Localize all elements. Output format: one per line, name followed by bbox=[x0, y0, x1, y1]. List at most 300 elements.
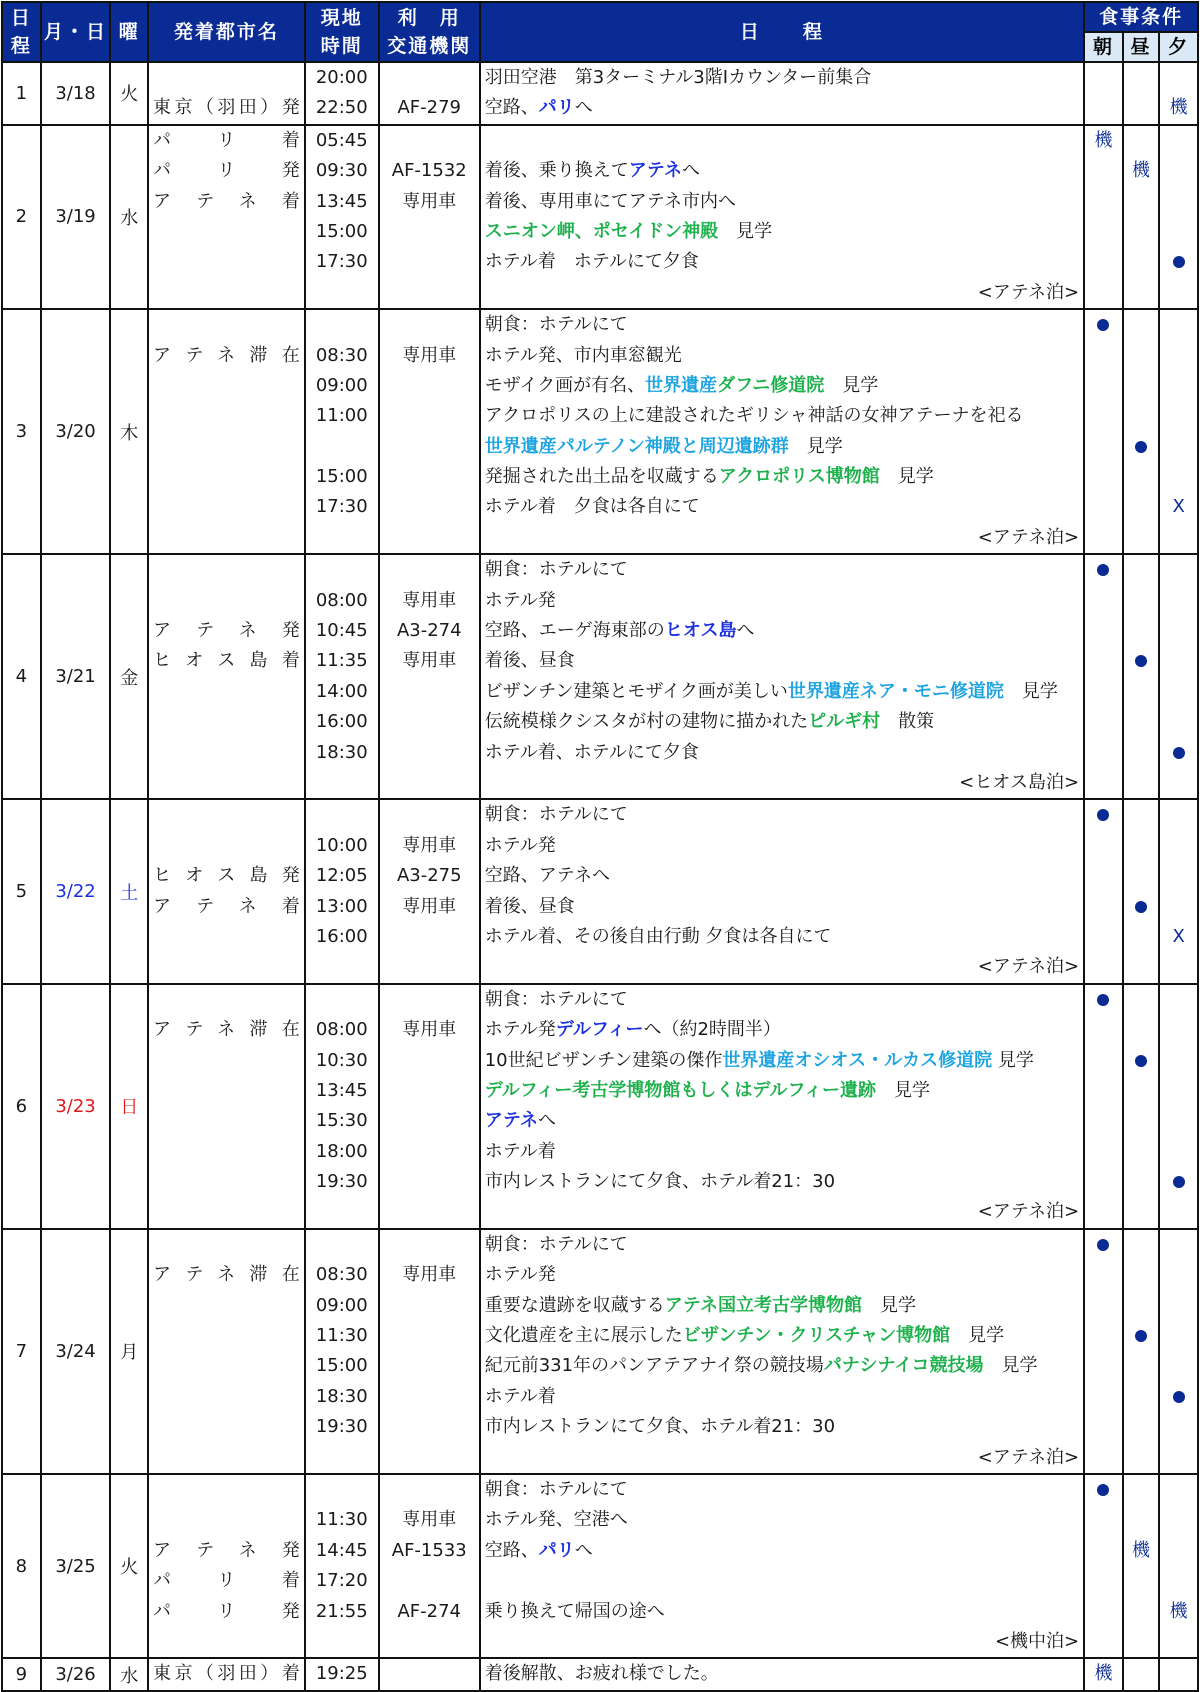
time-line: 18:30 bbox=[315, 741, 368, 763]
lunch-line bbox=[1124, 1443, 1159, 1473]
meal-included-icon bbox=[1124, 892, 1159, 922]
dinner-line bbox=[1160, 1443, 1197, 1473]
schedule-text: 見学 bbox=[718, 220, 773, 242]
itinerary-body bbox=[2, 62, 1198, 1691]
city-line bbox=[149, 247, 304, 277]
dinner-cell bbox=[1159, 1658, 1198, 1690]
day-weekday: 火 bbox=[110, 62, 148, 125]
dinner-line bbox=[1160, 985, 1197, 1015]
time-line: 08:00 bbox=[315, 589, 368, 611]
schedule-text: へ bbox=[574, 1539, 593, 1561]
schedule-text: 見学 bbox=[879, 466, 934, 488]
dinner-line bbox=[1160, 1076, 1197, 1106]
schedule-cell bbox=[480, 984, 1084, 1229]
overnight-label bbox=[481, 768, 1083, 798]
schedule-text: 発掘された出土品を収蔵する bbox=[484, 466, 719, 488]
day-row bbox=[2, 1474, 1198, 1658]
schedule-line bbox=[481, 1597, 1083, 1627]
transport-line bbox=[380, 63, 479, 93]
city-cell bbox=[148, 125, 305, 309]
day-number: 4 bbox=[2, 554, 41, 799]
schedule-text: <アテネ泊> bbox=[977, 956, 1080, 978]
city-line: パリ着 bbox=[152, 1570, 301, 1592]
transport-line: AF-279 bbox=[397, 97, 462, 119]
lunch-line bbox=[1124, 1291, 1159, 1321]
time-line: 10:00 bbox=[315, 834, 368, 856]
time-cell bbox=[305, 309, 379, 554]
schedule-line bbox=[481, 1536, 1083, 1566]
schedule-line bbox=[481, 677, 1083, 707]
city-line bbox=[149, 586, 304, 616]
breakfast-line bbox=[1085, 462, 1122, 492]
meal-dot-icon bbox=[1173, 747, 1185, 759]
city-line bbox=[149, 831, 304, 861]
lunch-line bbox=[1124, 341, 1159, 371]
schedule-text: 紀元前331年のパンアテアナイ祭の競技場 bbox=[484, 1355, 824, 1377]
time-line: 19:30 bbox=[315, 1416, 368, 1438]
time-line bbox=[306, 952, 378, 982]
day-date: 3/22 bbox=[41, 799, 111, 983]
lunch-line bbox=[1124, 831, 1159, 861]
transport-cell bbox=[379, 984, 480, 1229]
breakfast-line bbox=[1085, 922, 1122, 952]
lunch-line bbox=[1124, 247, 1159, 277]
time-cell bbox=[305, 125, 379, 309]
city-cell bbox=[148, 1658, 305, 1690]
schedule-text: 空路、 bbox=[484, 97, 539, 119]
dinner-line bbox=[1160, 126, 1197, 156]
schedule-text: 文化遺産を主に展示した bbox=[484, 1325, 683, 1347]
dinner-cell bbox=[1159, 984, 1198, 1229]
schedule-text: ホテル着 夕食は各自にて bbox=[484, 496, 700, 518]
lunch-line bbox=[1124, 1260, 1159, 1290]
breakfast-line bbox=[1085, 432, 1122, 462]
lunch-line bbox=[1124, 677, 1159, 707]
schedule-line bbox=[481, 1106, 1083, 1136]
day-number: 2 bbox=[2, 125, 41, 309]
schedule-line bbox=[481, 1566, 1083, 1596]
transport-line bbox=[380, 310, 479, 340]
schedule-text: <アテネ泊> bbox=[977, 281, 1080, 303]
breakfast-line bbox=[1085, 341, 1122, 371]
lunch-line bbox=[1124, 1106, 1159, 1136]
lunch-cell bbox=[1123, 125, 1160, 309]
city-line: アテネ滞在 bbox=[152, 1264, 301, 1286]
lunch-line bbox=[1124, 1597, 1159, 1627]
transport-line bbox=[380, 768, 479, 798]
schedule-line bbox=[481, 93, 1083, 123]
lunch-line bbox=[1124, 861, 1159, 891]
breakfast-line bbox=[1085, 586, 1122, 616]
time-line: 05:45 bbox=[315, 129, 368, 151]
transport-line: 専用車 bbox=[402, 589, 457, 611]
city-line bbox=[149, 1230, 304, 1260]
schedule-line bbox=[481, 1137, 1083, 1167]
meal-included-icon bbox=[1085, 985, 1122, 1015]
time-line bbox=[306, 768, 378, 798]
time-cell bbox=[305, 799, 379, 983]
schedule-text: 着後、乗り換えて bbox=[484, 160, 629, 182]
lunch-line bbox=[1124, 1566, 1159, 1596]
day-number: 3 bbox=[2, 309, 41, 554]
schedule-text: 伝統模様クシスタが村の建物に描かれた bbox=[484, 711, 809, 733]
transport-line bbox=[380, 1566, 479, 1596]
city-line bbox=[149, 1167, 304, 1197]
time-line: 17:30 bbox=[315, 496, 368, 518]
lunch-line bbox=[1124, 217, 1159, 247]
lunch-cell bbox=[1123, 62, 1160, 125]
lunch-line bbox=[1124, 1015, 1159, 1045]
transport-line bbox=[380, 247, 479, 277]
transport-line bbox=[380, 1627, 479, 1657]
dinner-line bbox=[1160, 1321, 1197, 1351]
meal-dot-icon bbox=[1097, 319, 1109, 331]
lunch-line bbox=[1124, 985, 1159, 1015]
day-number: 1 bbox=[2, 62, 41, 125]
transport-line bbox=[380, 492, 479, 522]
city-line: パリ発 bbox=[152, 1600, 301, 1622]
place-highlight: パナシナイコ競技場 bbox=[823, 1355, 984, 1377]
lunch-line bbox=[1124, 707, 1159, 737]
city-line bbox=[149, 278, 304, 308]
schedule-line bbox=[481, 1412, 1083, 1442]
transport-line: 専用車 bbox=[402, 1019, 457, 1041]
schedule-text: <ヒオス島泊> bbox=[959, 771, 1080, 793]
meal-dot-icon bbox=[1135, 1330, 1147, 1342]
day-number: 8 bbox=[2, 1474, 41, 1658]
meal-included-icon bbox=[1124, 432, 1159, 462]
city-line bbox=[149, 707, 304, 737]
time-line bbox=[306, 1443, 378, 1473]
day-row bbox=[2, 1658, 1198, 1690]
time-line bbox=[306, 555, 378, 585]
city-line bbox=[149, 677, 304, 707]
transport-line bbox=[380, 677, 479, 707]
breakfast-line bbox=[1085, 1412, 1122, 1442]
dinner-line bbox=[1160, 1475, 1197, 1505]
breakfast-line bbox=[1085, 523, 1122, 553]
schedule-cell bbox=[480, 1658, 1084, 1690]
day-row bbox=[2, 125, 1198, 309]
dinner-line bbox=[1160, 768, 1197, 798]
schedule-text: <機中泊> bbox=[994, 1630, 1080, 1652]
day-weekday: 木 bbox=[110, 309, 148, 554]
lunch-line bbox=[1124, 1197, 1159, 1227]
lunch-line bbox=[1124, 1412, 1159, 1442]
day-weekday: 土 bbox=[110, 799, 148, 983]
day-number: 6 bbox=[2, 984, 41, 1229]
lunch-line: 機 bbox=[1132, 1539, 1151, 1561]
dinner-line bbox=[1160, 1659, 1197, 1689]
dinner-line: X bbox=[1172, 496, 1185, 518]
schedule-cell bbox=[480, 62, 1084, 125]
meal-dot-icon bbox=[1097, 1484, 1109, 1496]
schedule-text: へ bbox=[537, 1110, 556, 1132]
schedule-text: 見学 bbox=[950, 1325, 1005, 1347]
city-line: パリ着 bbox=[152, 129, 301, 151]
time-line: 20:00 bbox=[315, 67, 368, 88]
meal-dot-icon bbox=[1135, 1055, 1147, 1067]
schedule-text: 見学 bbox=[876, 1079, 931, 1101]
day-date: 3/19 bbox=[41, 125, 111, 309]
meal-included-icon bbox=[1085, 1475, 1122, 1505]
dinner-line bbox=[1160, 707, 1197, 737]
schedule-text: ホテル発 bbox=[484, 1019, 556, 1041]
transport-line bbox=[380, 371, 479, 401]
dinner-line bbox=[1160, 156, 1197, 186]
city-line bbox=[149, 1137, 304, 1167]
transport-line bbox=[380, 1106, 479, 1136]
schedule-text: へ bbox=[574, 97, 593, 119]
meal-dot-icon bbox=[1173, 1391, 1185, 1403]
schedule-line bbox=[481, 1260, 1083, 1290]
header-day-no: 日 程 bbox=[2, 2, 41, 62]
city-line: アテネ発 bbox=[152, 1539, 301, 1561]
day-date: 3/20 bbox=[41, 309, 111, 554]
breakfast-line bbox=[1085, 492, 1122, 522]
lunch-line bbox=[1124, 800, 1159, 830]
city-line bbox=[149, 432, 304, 462]
schedule-line bbox=[481, 1015, 1083, 1045]
city-cell bbox=[148, 799, 305, 983]
transport-line: 専用車 bbox=[402, 834, 457, 856]
schedule-text: 散策 bbox=[880, 711, 935, 733]
schedule-text: 重要な遺跡を収蔵する bbox=[484, 1294, 665, 1316]
city-line bbox=[149, 1627, 304, 1657]
transport-line bbox=[380, 1443, 479, 1473]
place-highlight: アテネ bbox=[628, 160, 682, 182]
day-weekday: 日 bbox=[110, 984, 148, 1229]
time-line: 09:30 bbox=[315, 160, 368, 182]
lunch-line bbox=[1124, 1382, 1159, 1412]
transport-line bbox=[380, 462, 479, 492]
dinner-line bbox=[1160, 1046, 1197, 1076]
schedule-line bbox=[481, 1505, 1083, 1535]
transport-cell bbox=[379, 1658, 480, 1690]
time-line: 14:45 bbox=[315, 1539, 368, 1561]
city-line: アテネ着 bbox=[152, 190, 301, 212]
transport-cell bbox=[379, 125, 480, 309]
lunch-cell bbox=[1123, 554, 1160, 799]
dinner-line bbox=[1160, 892, 1197, 922]
lunch-line bbox=[1124, 492, 1159, 522]
lunch-line bbox=[1124, 1076, 1159, 1106]
place-highlight: 世界遺産オシオス・ルカス修道院 bbox=[722, 1049, 993, 1071]
breakfast-line bbox=[1085, 677, 1122, 707]
time-line: 19:30 bbox=[315, 1171, 368, 1193]
time-line bbox=[306, 800, 378, 830]
schedule-text: 着後、専用車にてアテネ市内へ bbox=[484, 190, 736, 212]
time-line bbox=[306, 278, 378, 308]
lunch-line bbox=[1124, 401, 1159, 431]
city-line bbox=[149, 1412, 304, 1442]
day-date: 3/18 bbox=[41, 62, 111, 125]
schedule-line bbox=[481, 892, 1083, 922]
dinner-line bbox=[1160, 616, 1197, 646]
schedule-line bbox=[481, 800, 1083, 830]
lunch-line bbox=[1124, 1167, 1159, 1197]
schedule-cell bbox=[480, 554, 1084, 799]
place-highlight: ビザンチン・クリスチャン博物館 bbox=[682, 1325, 951, 1347]
breakfast-line bbox=[1085, 156, 1122, 186]
time-line: 17:20 bbox=[315, 1570, 368, 1592]
schedule-line bbox=[481, 1046, 1083, 1076]
meal-dot-icon bbox=[1097, 1239, 1109, 1251]
meal-included-icon bbox=[1124, 646, 1159, 676]
schedule-text: 着後、昼食 bbox=[484, 650, 575, 672]
time-cell bbox=[305, 984, 379, 1229]
transport-line: 専用車 bbox=[402, 344, 457, 366]
place-highlight: デルフィー考古学博物館もしくはデルフィー遺跡 bbox=[484, 1079, 877, 1101]
breakfast-line bbox=[1085, 93, 1122, 123]
transport-line bbox=[380, 1076, 479, 1106]
transport-line bbox=[380, 1230, 479, 1260]
lunch-line bbox=[1124, 952, 1159, 982]
dinner-line: 機 bbox=[1169, 1600, 1188, 1622]
dinner-line bbox=[1160, 432, 1197, 462]
header-weekday: 曜 bbox=[110, 2, 148, 62]
time-line bbox=[306, 1197, 378, 1227]
breakfast-line bbox=[1085, 831, 1122, 861]
time-line: 15:30 bbox=[315, 1110, 368, 1132]
schedule-line bbox=[481, 586, 1083, 616]
city-line: アテネ滞在 bbox=[152, 344, 301, 366]
schedule-line bbox=[481, 401, 1083, 431]
dinner-line bbox=[1160, 63, 1197, 93]
dinner-line bbox=[1160, 523, 1197, 553]
schedule-text: 羽田空港 第3ターミナル3階Iカウンター前集合 bbox=[484, 67, 872, 88]
breakfast-line bbox=[1085, 861, 1122, 891]
schedule-text: 朝食：ホテルにて bbox=[484, 804, 628, 826]
transport-line bbox=[380, 217, 479, 247]
dinner-line bbox=[1160, 1197, 1197, 1227]
day-weekday: 水 bbox=[110, 1658, 148, 1690]
breakfast-cell bbox=[1084, 1658, 1123, 1690]
time-line: 21:55 bbox=[315, 1600, 368, 1622]
schedule-text: ビザンチン建築とモザイク画が美しい bbox=[484, 680, 788, 702]
city-cell bbox=[148, 1474, 305, 1658]
time-cell bbox=[305, 1229, 379, 1474]
schedule-line bbox=[481, 371, 1083, 401]
schedule-text: 空路、エーゲ海東部の bbox=[484, 620, 665, 642]
city-line bbox=[149, 555, 304, 585]
schedule-line bbox=[481, 126, 1083, 156]
dinner-line bbox=[1160, 1106, 1197, 1136]
time-line: 08:30 bbox=[315, 1264, 368, 1286]
dinner-line: 機 bbox=[1169, 97, 1188, 119]
day-weekday: 火 bbox=[110, 1474, 148, 1658]
schedule-text: ホテル発、空港へ bbox=[484, 1509, 628, 1531]
schedule-line bbox=[481, 646, 1083, 676]
breakfast-line bbox=[1085, 1536, 1122, 1566]
breakfast-line bbox=[1085, 63, 1122, 93]
time-line: 08:30 bbox=[315, 344, 368, 366]
city-cell bbox=[148, 984, 305, 1229]
city-line bbox=[149, 922, 304, 952]
city-cell bbox=[148, 554, 305, 799]
breakfast-cell bbox=[1084, 799, 1123, 983]
schedule-text: 10世紀ビザンチン建築の傑作 bbox=[484, 1049, 723, 1071]
day-date: 3/26 bbox=[41, 1658, 111, 1690]
transport-line bbox=[380, 1475, 479, 1505]
transport-cell bbox=[379, 554, 480, 799]
city-line bbox=[149, 492, 304, 522]
schedule-line bbox=[481, 1659, 1083, 1689]
transport-line bbox=[380, 707, 479, 737]
transport-line bbox=[380, 1321, 479, 1351]
place-highlight: パリ bbox=[538, 97, 575, 119]
time-line bbox=[306, 523, 378, 553]
overnight-label bbox=[481, 1443, 1083, 1473]
place-highlight: 世界遺産ネア・モニ修道院 bbox=[787, 680, 1004, 702]
day-row bbox=[2, 984, 1198, 1229]
transport-line bbox=[380, 401, 479, 431]
schedule-text: ホテル発、市内車窓観光 bbox=[484, 344, 682, 366]
transport-line: 専用車 bbox=[402, 1264, 457, 1286]
breakfast-line bbox=[1085, 738, 1122, 768]
transport-line bbox=[380, 1137, 479, 1167]
city-cell bbox=[148, 62, 305, 125]
schedule-text: 見学 bbox=[983, 1355, 1038, 1377]
dinner-line bbox=[1160, 831, 1197, 861]
time-line: 18:00 bbox=[315, 1140, 368, 1162]
city-line bbox=[149, 800, 304, 830]
transport-line bbox=[380, 952, 479, 982]
transport-line bbox=[380, 1291, 479, 1321]
schedule-text: 乗り換えて帰国の途へ bbox=[484, 1600, 665, 1622]
schedule-text: ホテル着、ホテルにて夕食 bbox=[484, 741, 699, 763]
time-line bbox=[306, 1627, 378, 1657]
transport-line: 専用車 bbox=[402, 1509, 457, 1531]
header-transport: 利 用 交通機関 bbox=[379, 2, 480, 62]
schedule-text: ホテル発 bbox=[484, 834, 556, 856]
lunch-line bbox=[1124, 768, 1159, 798]
breakfast-line bbox=[1085, 1260, 1122, 1290]
day-date: 3/23 bbox=[41, 984, 111, 1229]
lunch-cell bbox=[1123, 799, 1160, 983]
place-highlight: スニオン岬、ポセイドン神殿 bbox=[484, 220, 719, 242]
schedule-line bbox=[481, 432, 1083, 462]
transport-line bbox=[380, 1412, 479, 1442]
lunch-line bbox=[1124, 922, 1159, 952]
time-line bbox=[306, 1230, 378, 1260]
meal-included-icon bbox=[1085, 555, 1122, 585]
schedule-text: <アテネ泊> bbox=[977, 526, 1080, 548]
breakfast-line bbox=[1085, 707, 1122, 737]
transport-line bbox=[380, 1046, 479, 1076]
breakfast-line bbox=[1085, 1566, 1122, 1596]
schedule-line bbox=[481, 1230, 1083, 1260]
lunch-line bbox=[1124, 371, 1159, 401]
lunch-line bbox=[1124, 126, 1159, 156]
schedule-line bbox=[481, 831, 1083, 861]
dinner-line bbox=[1160, 646, 1197, 676]
time-line: 08:00 bbox=[315, 1019, 368, 1041]
day-row bbox=[2, 62, 1198, 125]
time-cell bbox=[305, 1658, 379, 1690]
schedule-text: へ（約2時間半） bbox=[643, 1019, 781, 1041]
schedule-text: 見学 bbox=[992, 1049, 1034, 1071]
place-highlight: 世界遺産 bbox=[645, 374, 718, 396]
day-date: 3/24 bbox=[41, 1229, 111, 1474]
breakfast-line bbox=[1085, 1106, 1122, 1136]
dinner-line bbox=[1160, 1412, 1197, 1442]
place-highlight: ダフニ修道院 bbox=[717, 374, 825, 396]
schedule-cell bbox=[480, 799, 1084, 983]
overnight-label bbox=[481, 523, 1083, 553]
schedule-line bbox=[481, 1382, 1083, 1412]
breakfast-cell bbox=[1084, 309, 1123, 554]
